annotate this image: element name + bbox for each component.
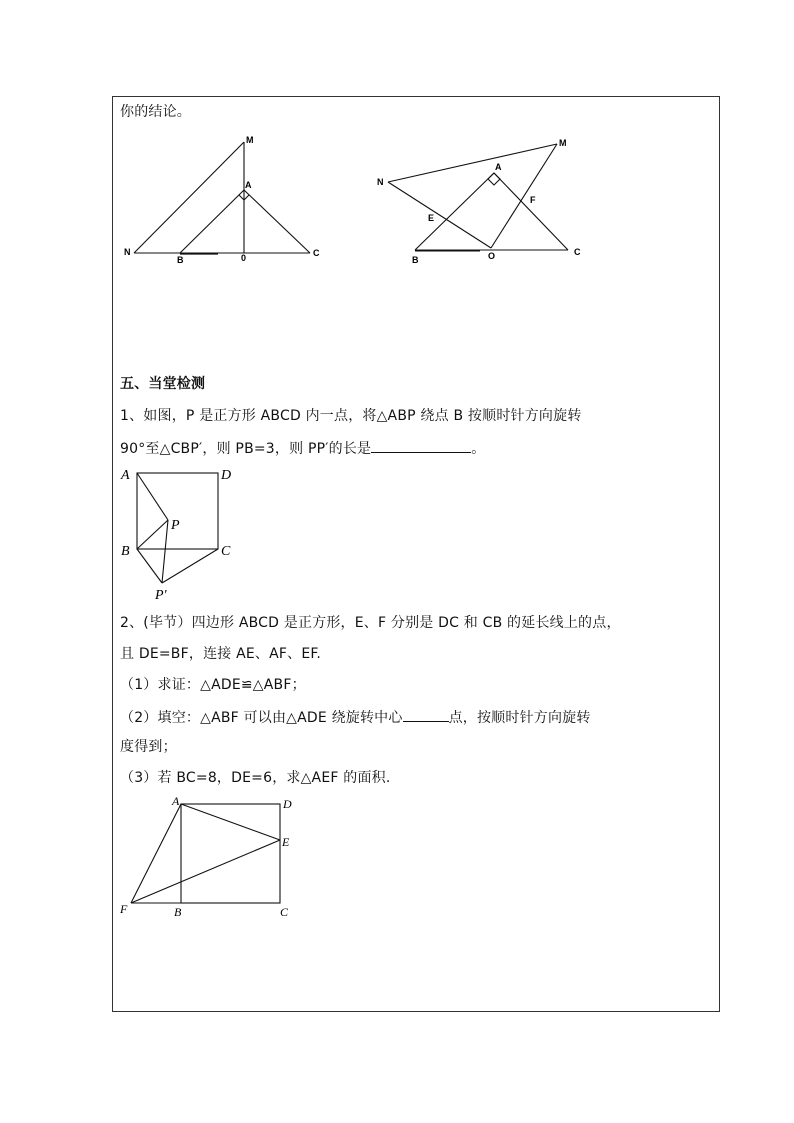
section-5-heading: 五、当堂检测 (120, 376, 206, 392)
q1-label-P-prime: P′ (155, 588, 167, 603)
q2-line-1: 2、(毕节）四边形 ABCD 是正方形，E、F 分别是 DC 和 CB 的延长线上的点， (120, 615, 621, 631)
fig2-label-A: A (495, 162, 502, 172)
q1-line-2-end: 。 (471, 441, 486, 457)
q2-label-C: C (280, 905, 289, 919)
q1-label-D: D (221, 468, 232, 483)
q1-label-A: A (121, 468, 130, 483)
q2-part-3: （3）若 BC=8，DE=6，求△AEF 的面积. (120, 770, 391, 786)
q1-line-1: 1、如图，P 是正方形 ABCD 内一点，将△ABP 绕点 B 按顺时针方向旋转 (120, 408, 582, 424)
fig2-label-F: F (530, 195, 536, 205)
intro-tail-text: 你的结论。 (120, 104, 191, 120)
fig1-label-C: C (313, 248, 320, 258)
fig1-label-O: 0 (241, 253, 247, 263)
q2-part-2-continued: 度得到； (120, 739, 177, 755)
q2-label-B: B (174, 905, 182, 919)
q2-part-2-text-a: （2）填空：△ABF 可以由△ADE 绕旋转中心 (120, 710, 403, 726)
q2-label-E: E (282, 835, 290, 849)
fig2-label-C: C (574, 247, 581, 257)
fig2-label-M: M (559, 138, 567, 148)
q2-line-2: 且 DE=BF，连接 AE、AF、EF. (120, 646, 322, 662)
fig1-label-N: N (124, 247, 131, 257)
q2-label-D: D (283, 797, 292, 811)
q1-label-C: C (221, 544, 231, 559)
fig1-label-B: B (177, 255, 184, 265)
q1-label-P: P (171, 518, 180, 533)
q2-label-F: F (120, 902, 128, 916)
fig1-label-M: M (246, 135, 254, 145)
fig2-label-B: B (412, 255, 419, 265)
fig2-label-E: E (428, 213, 435, 223)
q1-label-B: B (121, 544, 130, 559)
fig2-label-O: O (488, 251, 496, 261)
fig1-label-A: A (245, 180, 252, 190)
q2-label-A: A (172, 794, 180, 808)
q2-part-2-text-b: 点，按顺时针方向旋转 (448, 710, 591, 726)
q1-line-2-text: 90°至△CBP′，则 PB=3，则 PP′的长是 (120, 441, 372, 457)
fig2-label-N: N (377, 177, 384, 187)
q2-part-1: （1）求证：△ADE≌△ABF； (120, 677, 306, 693)
